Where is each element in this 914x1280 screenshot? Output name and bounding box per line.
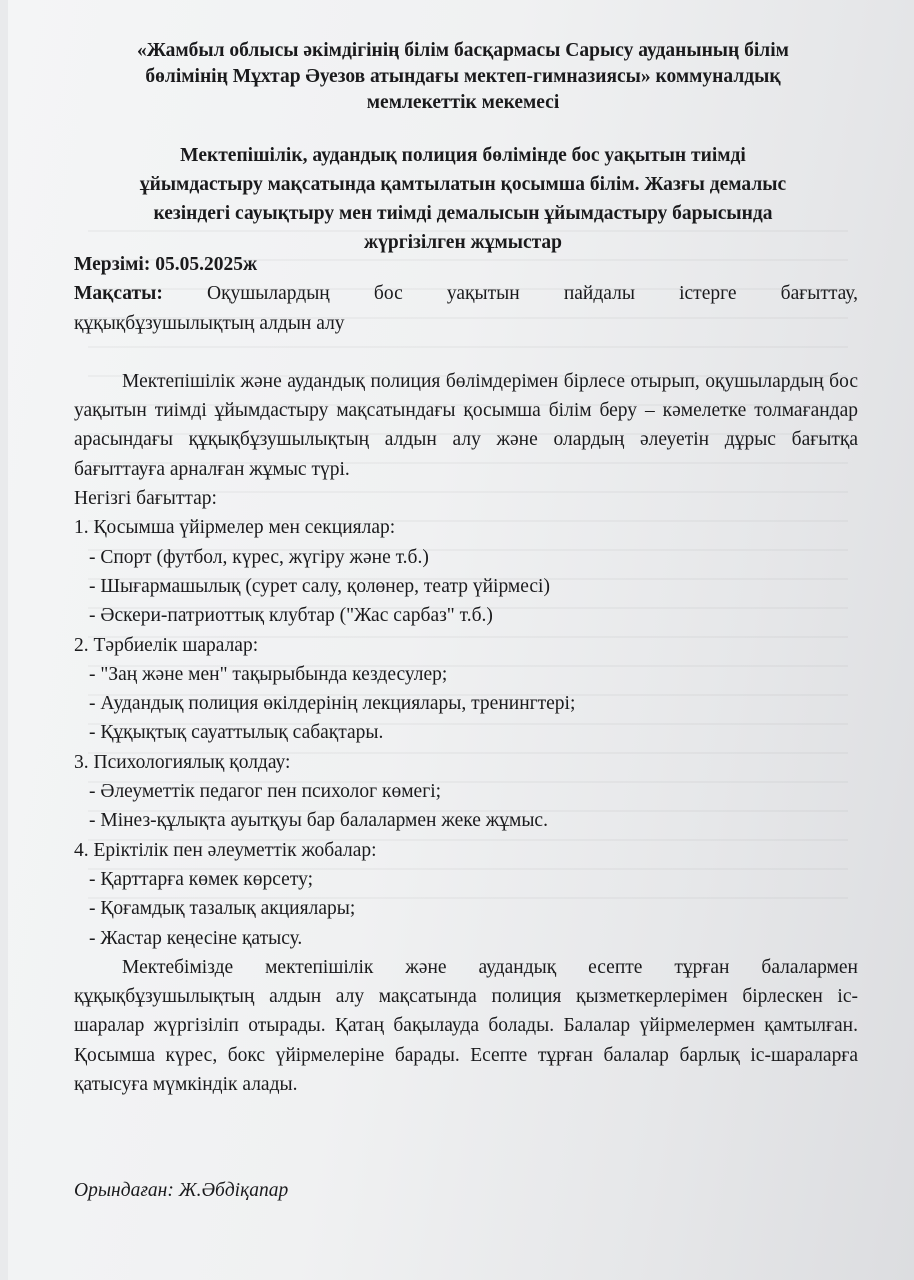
header-line: мемлекеттік мекемесі	[366, 92, 560, 113]
direction-section	[74, 513, 858, 630]
section-title: 3. Психологиялық қолдау:	[74, 751, 291, 773]
list-item: - Қоғамдық тазалық акциялары;	[89, 898, 356, 920]
goal-word: уақытын	[446, 283, 520, 305]
goal-word: бағыттау,	[780, 283, 858, 305]
header-line: бөлімінің Мұхтар Әуезов атындағы мектеп-гимназиясы» коммуналдық	[145, 66, 781, 87]
list-item: - Әлеуметтік педагог пен психолог көмегі;	[89, 781, 442, 803]
direction-section	[74, 748, 858, 836]
list-item: - Мінез-құлықта ауытқуы бар балалармен жеке жұмыс.	[89, 810, 548, 832]
directions-heading: Негізгі бағыттар:	[74, 488, 217, 510]
goal-word: пайдалы	[563, 283, 635, 305]
title-line: кезіндегі сауықтыру мен тиімді демалысын ұйымдастыру барысында	[153, 203, 773, 224]
header-line: «Жамбыл облысы әкімдігінің білім басқармасы Сарысу ауданының білім	[137, 40, 789, 61]
title-line: жүргізілген жұмыстар	[363, 232, 563, 253]
goal-word: істерге	[679, 283, 737, 305]
list-item: - Шығармашылық (сурет салу, қолөнер, театр үйірмесі)	[89, 575, 550, 597]
direction-section	[74, 836, 858, 953]
list-item: - Қарттарға көмек көрсету;	[89, 868, 314, 890]
list-item: - Аудандық полиция өкілдерінің лекциялары, тренингтері;	[89, 693, 576, 715]
date-line: Мерзімі: 05.05.2025ж	[74, 254, 258, 275]
direction-section	[74, 631, 858, 748]
signature-line: Орындаған: Ж.Әбдіқапар	[74, 1180, 289, 1201]
goal-word: Оқушылардың	[206, 283, 330, 305]
list-item: - Әскери-патриоттық клубтар ("Жас сарбаз" т.б.)	[89, 605, 493, 627]
goal-continuation: құқықбұзушылықтың алдын алу	[74, 312, 345, 334]
document-title	[78, 141, 848, 257]
intro-paragraph: Мектепішілік және аудандық полиция бөлімдерімен бірлесе отырып, оқушылардың бос уақытын тиімді ұйымдастыру мақсатындағы қосымша білім беру – кәмелетке толмағандар арасындағы құқықбұзушылықтың алдын алу және олардың әлеуетін дұрыс бағытқа бағыттауға арналған жұмыс түрі.	[74, 370, 858, 480]
organization-header	[78, 38, 848, 116]
goal-word: бос	[373, 283, 403, 305]
title-line: ұйымдастыру мақсатында қамтылатын қосымша білім. Жазғы демалыс	[139, 174, 787, 195]
goal-label: Мақсаты:	[74, 283, 163, 305]
goal-line	[74, 279, 858, 308]
document-body	[74, 250, 858, 1099]
section-title: 4. Еріктілік пен әлеуметтік жобалар:	[74, 839, 377, 861]
list-item: - Жастар кеңесіне қатысу.	[89, 927, 303, 949]
section-title: 1. Қосымша үйірмелер мен секциялар:	[74, 517, 396, 539]
list-item: - Спорт (футбол, күрес, жүгіру және т.б.)	[89, 546, 429, 568]
list-item: - "Заң және мен" тақырыбында кездесулер;	[89, 663, 448, 685]
document-page	[8, 0, 914, 1280]
section-title: 2. Тәрбиелік шаралар:	[74, 634, 259, 656]
list-item: - Құқықтық сауаттылық сабақтары.	[89, 722, 384, 744]
closing-paragraph: Мектебімізде мектепішілік және аудандық есепте тұрған балалармен құқықбұзушылықтың алдын алу мақсатында полиция қызметкерлерімен бірлескен іс-шаралар жүргізіліп отырады. Қатаң бақылауда болады. Балалар үйірмелермен қамтылған. Қосымша күрес, бокс үйірмелеріне барады. Есепте тұрған балалар барлық іс-шараларға қатысуға мүмкіндік алады.	[74, 956, 858, 1096]
spacer	[74, 338, 858, 367]
title-line: Мектепішілік, аудандық полиция бөлімінде бос уақытын тиімді	[180, 145, 746, 166]
